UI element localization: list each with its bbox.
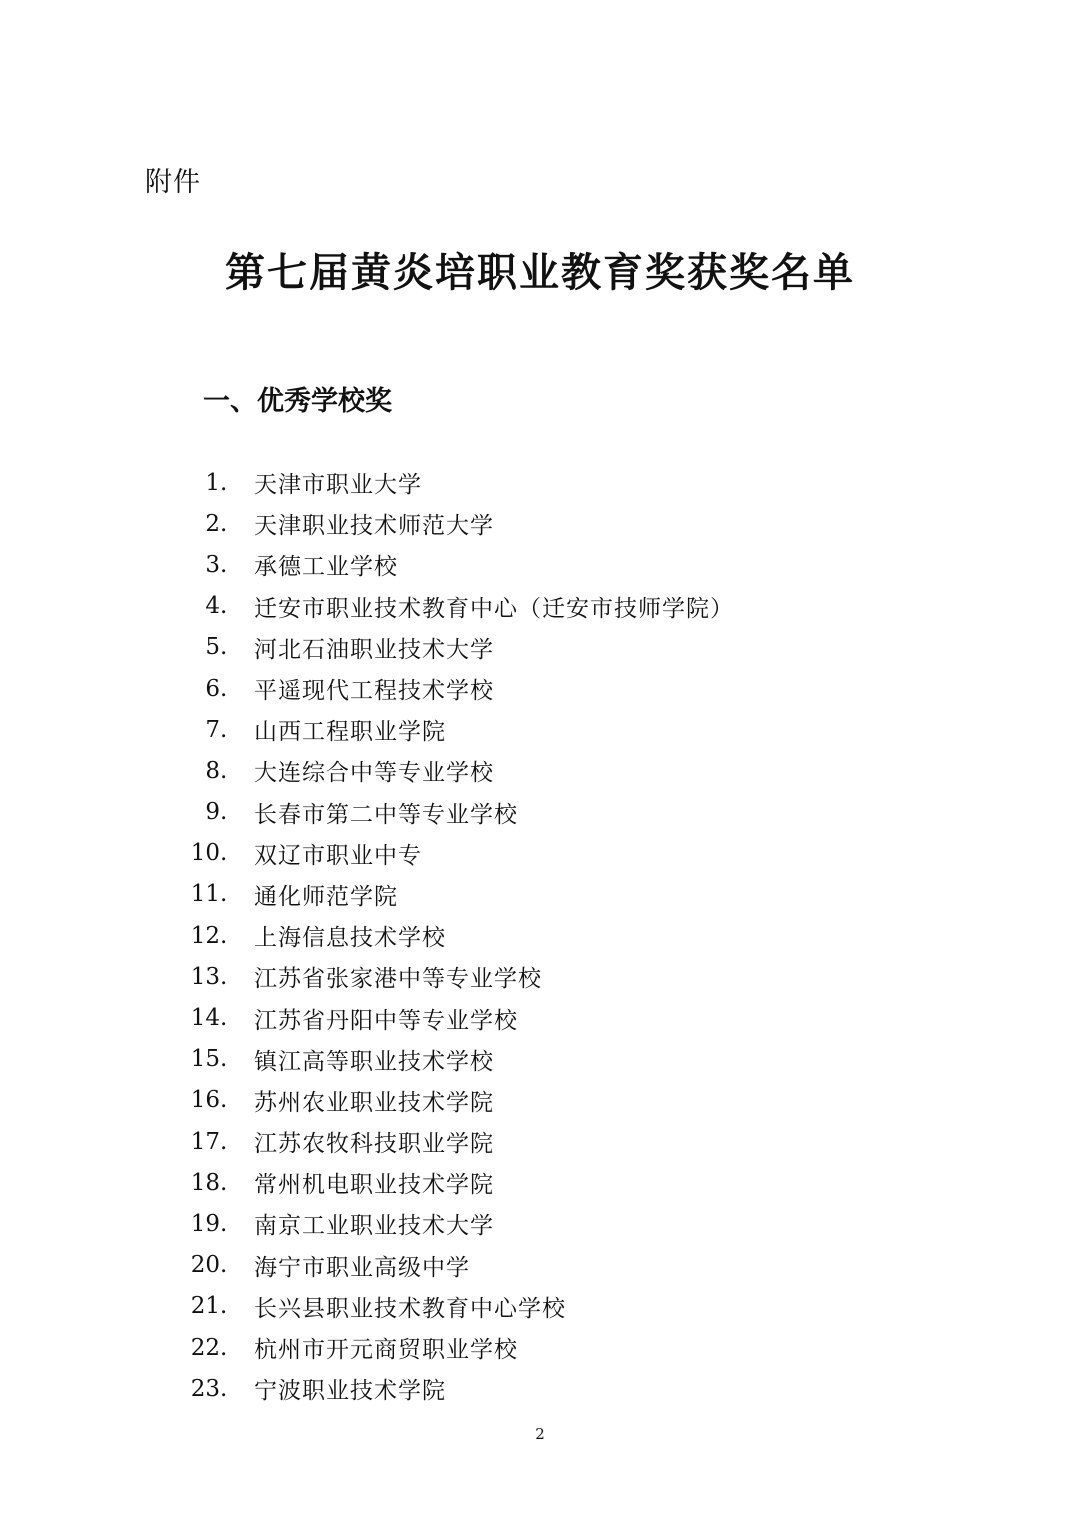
list-item-name: 河北石油职业技术大学 <box>254 636 494 663</box>
list-item-separator: . <box>220 840 228 867</box>
list-item-name: 长春市第二中等专业学校 <box>254 801 518 828</box>
list-item-name: 杭州市开元商贸职业学校 <box>254 1337 518 1364</box>
list-item <box>170 874 734 915</box>
list-item-name: 山西工程职业学院 <box>254 719 446 746</box>
list-item-separator: . <box>220 551 228 578</box>
list-item-separator: . <box>220 593 228 620</box>
list-item-number: 17 <box>190 1128 220 1155</box>
list-item-number: 12 <box>190 922 220 949</box>
list-item-separator: . <box>220 1252 228 1279</box>
section-heading: 一、优秀学校奖 <box>203 386 392 417</box>
list-item <box>170 1327 734 1368</box>
list-item <box>170 1203 734 1244</box>
list-item-number: 11 <box>190 881 220 908</box>
list-item-name: 海宁市职业高级中学 <box>254 1254 470 1281</box>
list-item <box>170 833 734 874</box>
list-item-separator: . <box>220 1005 228 1032</box>
list-item-number: 19 <box>190 1210 220 1237</box>
list-item <box>170 462 734 503</box>
list-item-number: 8 <box>205 757 220 784</box>
list-item <box>170 586 734 627</box>
list-item-name: 常州机电职业技术学院 <box>254 1172 494 1199</box>
list-item-number: 10 <box>190 840 220 867</box>
list-item-separator: . <box>220 634 228 661</box>
list-item <box>170 1080 734 1121</box>
list-item-number: 9 <box>205 799 220 826</box>
list-item-name: 天津市职业大学 <box>254 472 422 499</box>
list-item <box>170 627 734 668</box>
list-item <box>170 792 734 833</box>
list-item-separator: . <box>220 963 228 990</box>
list-item-separator: . <box>220 675 228 702</box>
list-item <box>170 503 734 544</box>
list-item-name: 江苏省丹阳中等专业学校 <box>254 1007 518 1034</box>
list-item-number: 4 <box>205 593 220 620</box>
list-item <box>170 668 734 709</box>
page-title: 第七届黄炎培职业教育奖获奖名单 <box>225 249 855 296</box>
list-item-number: 1 <box>205 469 220 496</box>
list-item-separator: . <box>220 757 228 784</box>
list-item <box>170 750 734 791</box>
list-item-number: 21 <box>190 1293 220 1320</box>
list-item-name: 镇江高等职业技术学校 <box>254 1048 494 1075</box>
list-item-number: 5 <box>205 634 220 661</box>
list-item-number: 16 <box>190 1087 220 1114</box>
list-item-separator: . <box>220 922 228 949</box>
list-item-number: 15 <box>190 1046 220 1073</box>
list-item-number: 23 <box>190 1375 220 1402</box>
list-item-name: 苏州农业职业技术学院 <box>254 1089 494 1116</box>
list-item-name: 江苏省张家港中等专业学校 <box>254 966 542 993</box>
list-item-name: 江苏农牧科技职业学院 <box>254 1131 494 1158</box>
list-item-number: 20 <box>190 1252 220 1279</box>
list-item <box>170 1245 734 1286</box>
list-item-name: 上海信息技术学校 <box>254 925 446 952</box>
list-item-separator: . <box>220 881 228 908</box>
award-list <box>170 462 734 1409</box>
list-item <box>170 1162 734 1203</box>
list-item-number: 18 <box>190 1169 220 1196</box>
list-item-separator: . <box>220 716 228 743</box>
list-item <box>170 1121 734 1162</box>
list-item-separator: . <box>220 1128 228 1155</box>
list-item <box>170 1286 734 1327</box>
list-item <box>170 1039 734 1080</box>
list-item-number: 7 <box>205 716 220 743</box>
list-item <box>170 709 734 750</box>
list-item <box>170 1368 734 1409</box>
list-item-separator: . <box>220 469 228 496</box>
list-item-name: 承德工业学校 <box>254 554 398 581</box>
list-item-separator: . <box>220 1210 228 1237</box>
list-item <box>170 544 734 585</box>
list-item-separator: . <box>220 1087 228 1114</box>
list-item-number: 14 <box>190 1005 220 1032</box>
list-item-name: 平遥现代工程技术学校 <box>254 678 494 705</box>
list-item-name: 大连综合中等专业学校 <box>254 760 494 787</box>
list-item-separator: . <box>220 510 228 537</box>
list-item-separator: . <box>220 1293 228 1320</box>
list-item-number: 22 <box>190 1334 220 1361</box>
list-item <box>170 997 734 1038</box>
list-item-separator: . <box>220 1169 228 1196</box>
list-item-name: 宁波职业技术学院 <box>254 1378 446 1405</box>
attachment-label: 附件 <box>145 167 201 198</box>
list-item-separator: . <box>220 1334 228 1361</box>
list-item-name: 双辽市职业中专 <box>254 842 422 869</box>
page-number: 2 <box>535 1425 545 1443</box>
list-item-number: 13 <box>190 963 220 990</box>
list-item-name: 天津职业技术师范大学 <box>254 513 494 540</box>
list-item-name: 迁安市职业技术教育中心（迁安市技师学院） <box>254 595 734 622</box>
list-item-separator: . <box>220 1046 228 1073</box>
list-item <box>170 956 734 997</box>
list-item-number: 3 <box>205 551 220 578</box>
list-item-name: 长兴县职业技术教育中心学校 <box>254 1295 566 1322</box>
list-item <box>170 915 734 956</box>
list-item-separator: . <box>220 799 228 826</box>
list-item-name: 通化师范学院 <box>254 883 398 910</box>
list-item-separator: . <box>220 1375 228 1402</box>
list-item-name: 南京工业职业技术大学 <box>254 1213 494 1240</box>
list-item-number: 2 <box>205 510 220 537</box>
list-item-number: 6 <box>205 675 220 702</box>
